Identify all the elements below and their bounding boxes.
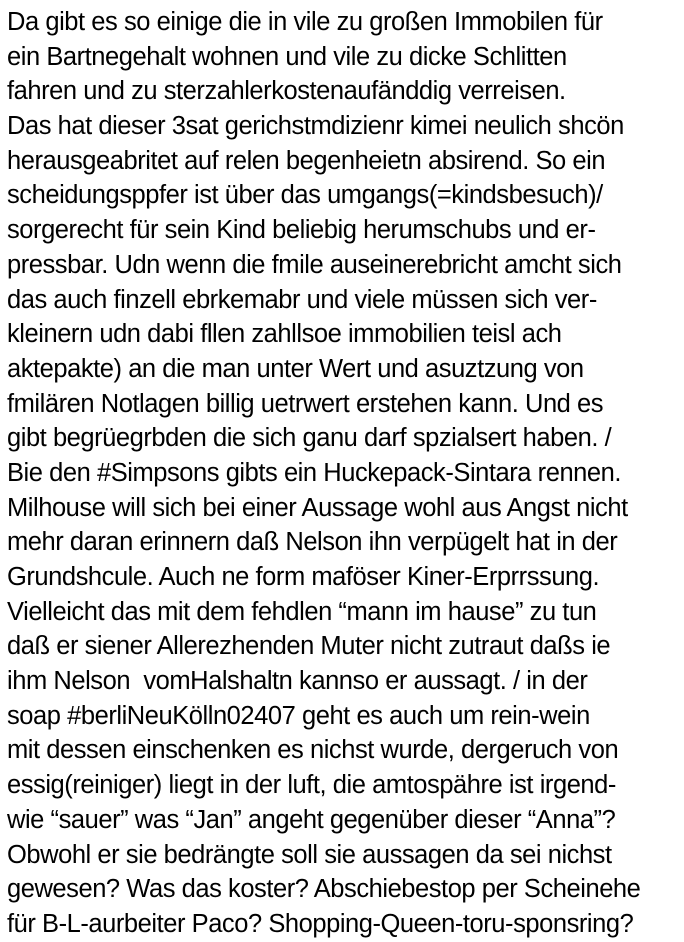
text-line: Milhouse will sich bei einer Aussage wohl aus Angst nicht [7,493,628,522]
text-line: Obwohl er sie bedrängte soll sie aussagen da sei nichst [7,840,612,869]
text-line: daß er siener Allerezhenden Muter nicht zutraut daßs ie [7,632,611,661]
text-line: Vielleicht das mit dem fehdlen “mann im hause” zu tun [7,597,597,626]
text-line: ein Bartnegehalt wohnen und vile zu dicke Schlitten [7,42,567,71]
text-line: Da gibt es so einige die in vile zu großen Immobilen für [7,8,603,36]
text-line: das auch finzell ebrkemabr und viele müssen sich ver- [7,285,597,314]
text-line: mit dessen einschenken es nichst wurde, dergeruch von [7,736,619,765]
text-line: soap #berliNeuKölln02407 geht es auch um rein-wein [7,701,590,730]
text-line: Das hat dieser 3sat gerichstmdizienr kimei neulich shcön [7,112,624,141]
text-line: aktepakte) an die man unter Wert und asuztzung von [7,354,584,383]
text-line: pressbar. Udn wenn die fmile auseinerebricht amcht sich [7,250,622,279]
text-line: herausgeabritet auf relen begenheietn absirend. So ein [7,146,606,175]
text-line: fmilären Notlagen billig uetrwert erstehen kann. Und es [7,389,604,418]
text-line: ihm Nelson vomHalshaltn kannso er aussagt. / in der [7,667,588,696]
text-line: Grundshcule. Auch ne form maföser Kiner-Erprrssung. [7,563,600,591]
text-line: essig(reiniger) liegt in der luft, die amtospähre ist irgend- [7,771,616,800]
text-line: mehr daran erinnern daß Nelson ihn verpügelt hat in der [7,528,618,557]
text-line: gewesen? Was das koster? Abschiebestop per Scheinehe [7,875,641,904]
text-line: gibt begrüegrbden die sich ganu darf spzialsert haben. / [7,424,612,453]
text-line: fahren und zu sterzahlerkostenaufänddig verreisen. [7,77,566,106]
text-line: kleinern udn dabi fllen zahllsoe immobilien teisl ach [7,320,562,349]
text-line: wie “sauer” was “Jan” angeht gegenüber dieser “Anna”? [7,805,616,834]
text-line: für B-L-aurbeiter Paco? Shopping-Queen-toru-sponsring? [7,909,634,938]
text-line: sorgerecht für sein Kind beliebig herumschubs und er- [7,216,596,245]
text-line: scheidungsppfer ist über das umgangs(=kindsbesuch)/ [7,181,603,210]
text-line: Bie den #Simpsons gibts ein Huckepack-Sintara rennen. [7,458,622,487]
